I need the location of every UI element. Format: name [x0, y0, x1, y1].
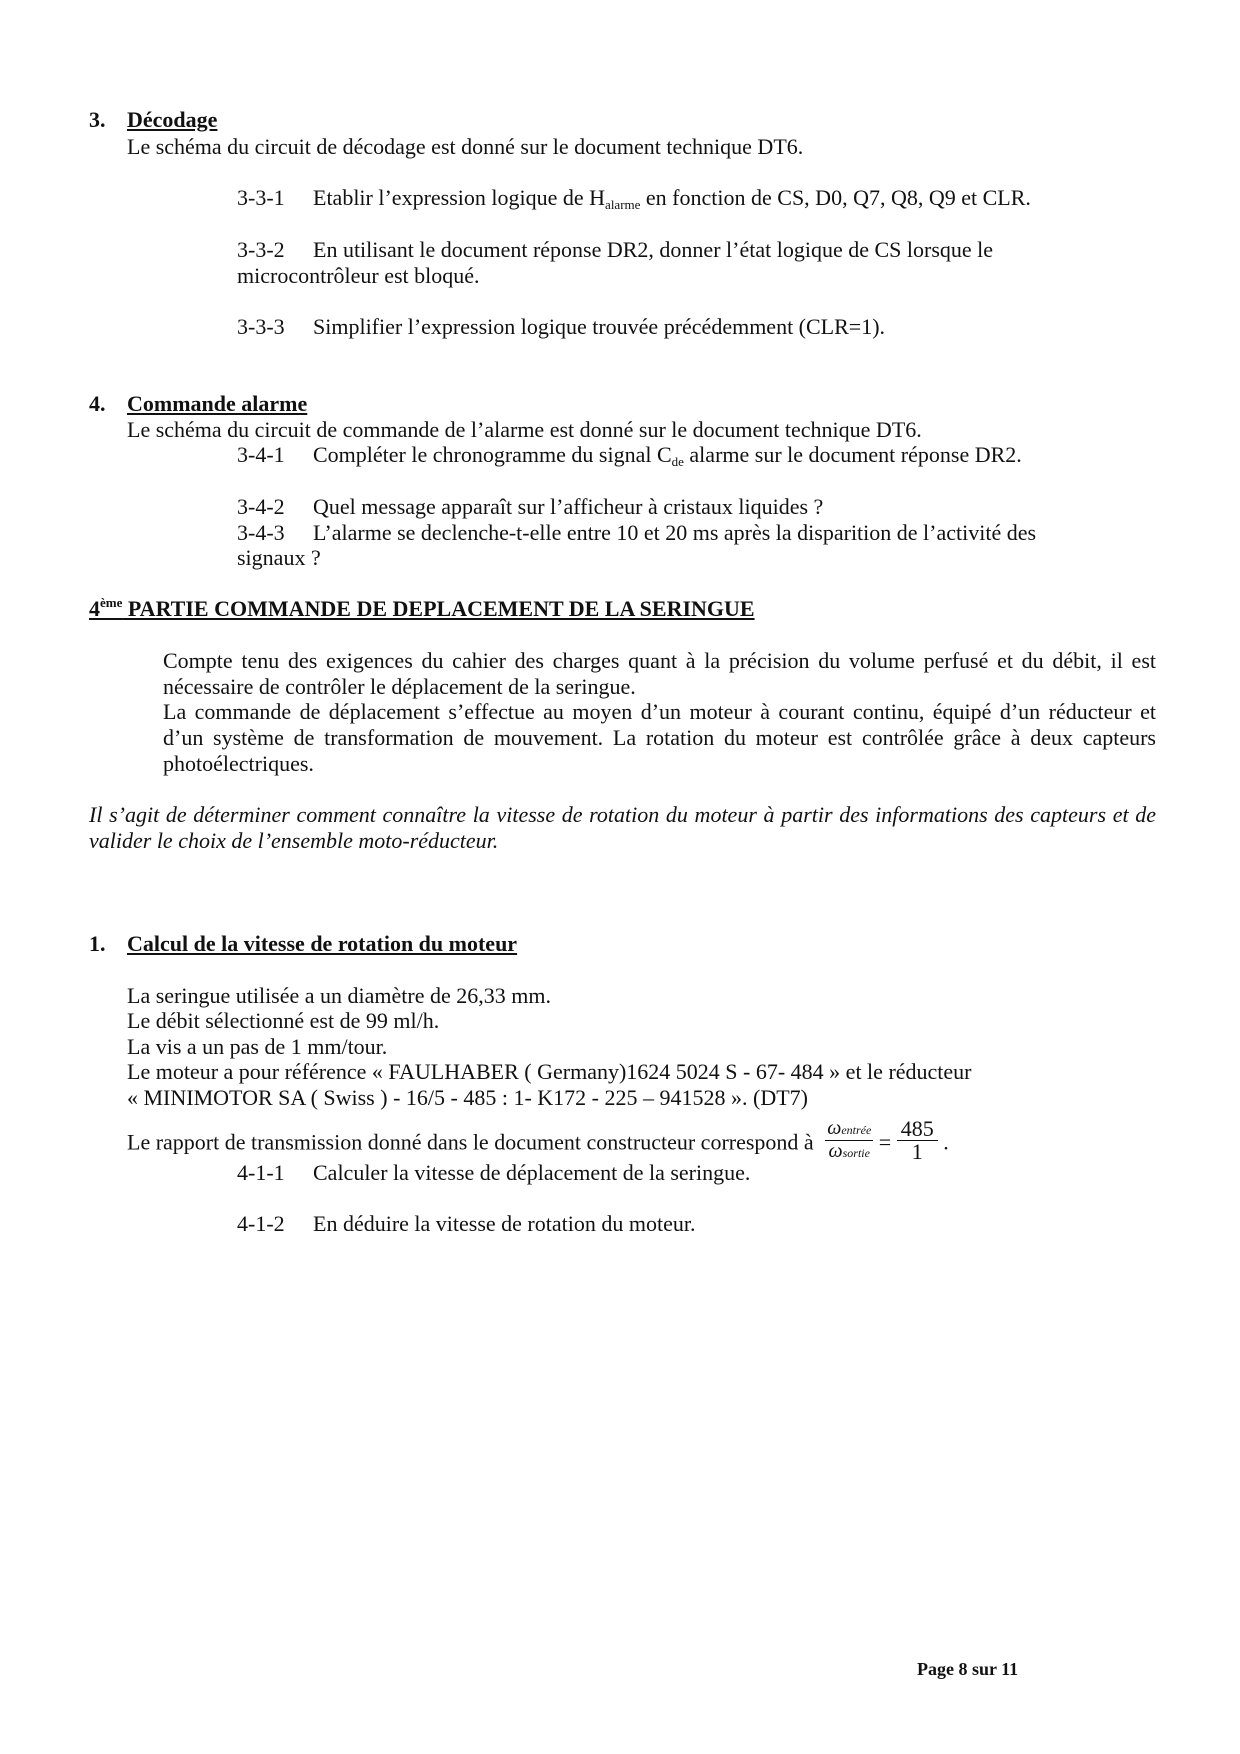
omega-numerator — [825, 1118, 873, 1141]
data-line-flow: Le débit sélectionné est de 99 ml/h. — [127, 1008, 440, 1033]
superscript: ème — [100, 595, 123, 610]
subscript: alarme — [605, 197, 641, 212]
data-line-transmission-ratio — [127, 1116, 949, 1165]
data-line-motor-ref: Le moteur a pour référence « FAULHABER ( Germany)1624 5024 S - 67- 484 » et le réducteur — [127, 1059, 972, 1084]
question-4-1-1 — [237, 1160, 750, 1186]
section-4-heading — [89, 391, 307, 417]
section-3-heading — [89, 107, 217, 133]
section-1-title: Calcul de la vitesse de rotation du moteur — [127, 931, 518, 956]
omega-symbol: ω — [827, 1117, 842, 1139]
question-number: 3-3-3 — [237, 314, 285, 339]
question-number: 3-4-1 — [237, 442, 285, 467]
section-3-title: Décodage — [127, 107, 218, 132]
part-number: 4 — [89, 596, 100, 621]
omega-out-subscript: sortie — [842, 1146, 870, 1160]
question-number: 4-1-2 — [237, 1211, 285, 1236]
question-number: 3-3-2 — [237, 237, 285, 262]
question-text: Compléter le chronogramme du signal C — [313, 442, 672, 467]
ratio-fraction — [897, 1118, 938, 1163]
data-line-gearbox-ref: « MINIMOTOR SA ( Swiss ) - 16/5 - 485 : 1- K172 - 225 – 941528 ». (DT7) — [127, 1085, 808, 1110]
question-4-1-2 — [237, 1211, 695, 1237]
question-text: Simplifier l’expression logique trouvée précédemment (CLR=1). — [313, 314, 886, 339]
section-4-intro: Le schéma du circuit de commande de l’alarme est donné sur le document technique DT6. — [127, 417, 922, 442]
question-text-end: en fonction de CS, D0, Q7, Q8, Q9 et CLR. — [640, 185, 1031, 210]
question-number: 3-4-3 — [237, 520, 285, 545]
section-1-number: 1. — [89, 931, 106, 956]
part-title: PARTIE COMMANDE DE DEPLACEMENT DE LA SERINGUE — [122, 596, 755, 621]
equals-sign: = — [878, 1129, 892, 1155]
ratio-denominator: 1 — [911, 1139, 923, 1164]
data-line-diameter: La seringue utilisée a un diamètre de 26,33 mm. — [127, 983, 551, 1008]
question-3-3-3 — [237, 314, 885, 340]
omega-symbol: ω — [828, 1140, 843, 1162]
period: . — [943, 1129, 949, 1155]
omega-denominator — [825, 1141, 873, 1163]
section-4-number: 4. — [89, 391, 106, 416]
section-4-title: Commande alarme — [127, 391, 308, 416]
subscript: de — [671, 454, 684, 469]
question-text: L’alarme se declenche-t-elle entre 10 et 20 ms après la disparition de l’activité des — [313, 520, 1037, 545]
question-number: 3-4-2 — [237, 494, 285, 519]
question-3-3-2-continued: microcontrôleur est bloqué. — [237, 263, 480, 288]
question-text: Quel message apparaît sur l’afficheur à cristaux liquides ? — [313, 494, 824, 519]
question-3-4-3 — [237, 520, 1036, 546]
part-4-paragraph-2: La commande de déplacement s’effectue au moyen d’un moteur à courant continu, équipé d’un réducteur et d’un système de transformation de mouvement. La rotation du moteur est contrôlée grâce à deux capteurs photoélectriques. — [163, 699, 1156, 776]
section-3-number: 3. — [89, 107, 106, 132]
part-4-objective: Il s’agit de déterminer comment connaître la vitesse de rotation du moteur à partir des informations des capteurs et de valider le choix de l’ensemble moto-réducteur. — [89, 802, 1156, 853]
question-number: 3-3-1 — [237, 185, 285, 210]
question-text: En utilisant le document réponse DR2, donner l’état logique de CS lorsque le — [313, 237, 994, 262]
question-3-4-1 — [237, 442, 1022, 468]
part-4-heading — [89, 596, 755, 622]
part-4-paragraph-1: Compte tenu des exigences du cahier des charges quant à la précision du volume perfusé et du débit, il est nécessaire de contrôler le déplacement de la seringue. — [163, 648, 1156, 699]
question-text: Calculer la vitesse de déplacement de la seringue. — [313, 1160, 751, 1185]
question-3-3-1 — [237, 185, 1031, 211]
question-3-4-2 — [237, 494, 823, 520]
ratio-numerator: 485 — [897, 1118, 938, 1141]
omega-in-subscript: entrée — [841, 1123, 872, 1137]
question-text: Etablir l’expression logique de H — [313, 185, 606, 210]
question-text-end: alarme sur le document réponse DR2. — [683, 442, 1022, 467]
page-number: Page 8 sur 11 — [917, 1659, 1019, 1679]
section-3-intro: Le schéma du circuit de décodage est donné sur le document technique DT6. — [127, 134, 804, 159]
question-3-3-2 — [237, 237, 993, 263]
ratio-sentence: Le rapport de transmission donné dans le document constructeur correspond à — [127, 1129, 814, 1155]
omega-fraction — [825, 1118, 873, 1163]
section-1-heading — [89, 931, 517, 957]
question-3-4-3-continued: signaux ? — [237, 545, 321, 570]
question-number: 4-1-1 — [237, 1160, 285, 1185]
question-text: En déduire la vitesse de rotation du moteur. — [313, 1211, 696, 1236]
data-line-pitch: La vis a un pas de 1 mm/tour. — [127, 1034, 388, 1059]
